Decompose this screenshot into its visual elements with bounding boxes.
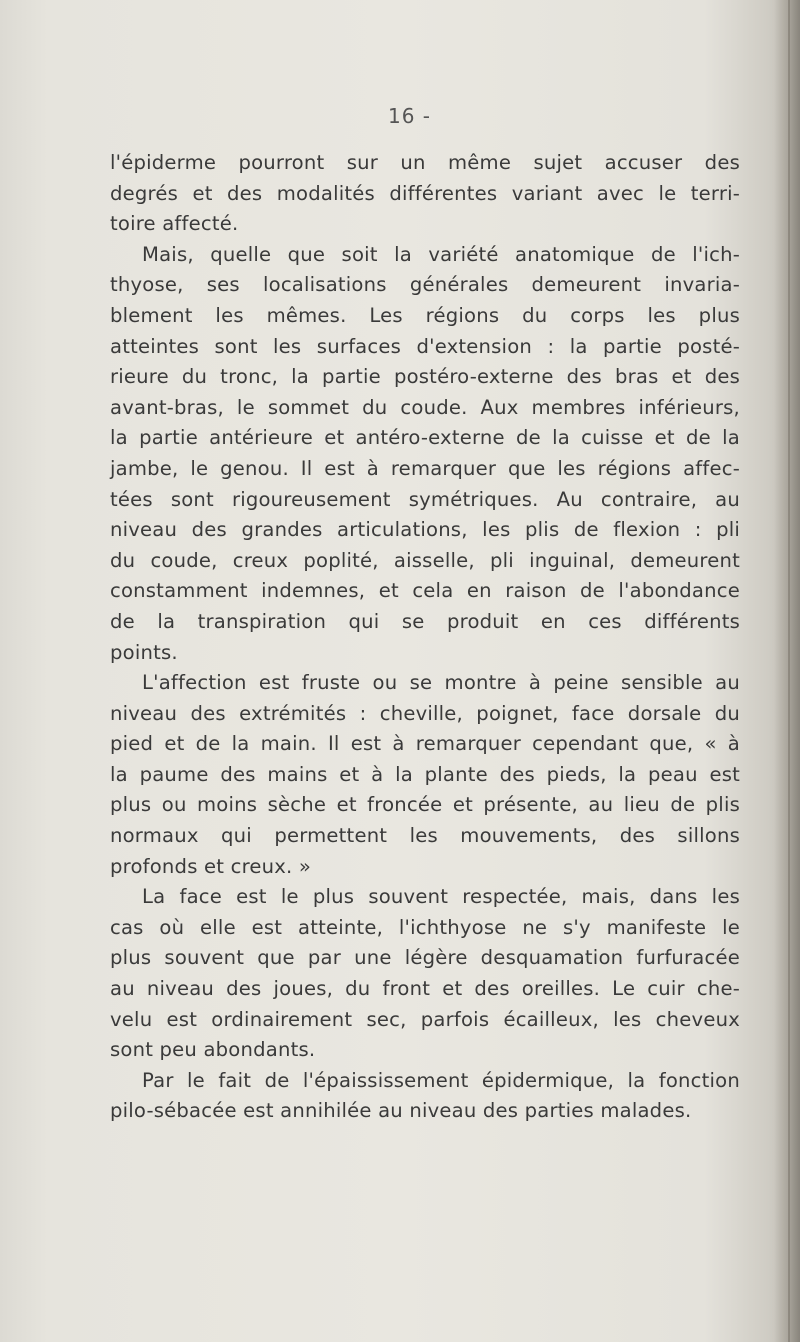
text-line: Par le fait de l'épaississement épidermique, la fonction xyxy=(142,1068,740,1092)
text-line: la paume des mains et à la plante des pieds, la peau est xyxy=(110,762,740,786)
text-line: au niveau des joues, du front et des oreilles. Le cuir che- xyxy=(110,977,740,1001)
body-text xyxy=(110,148,740,1127)
text-line: Mais, quelle que soit la variété anatomique de l'ich- xyxy=(142,242,740,266)
text-line: profonds et creux. » xyxy=(110,854,312,878)
text-line: degrés et des modalités différentes variant avec le terri- xyxy=(110,181,740,205)
page-edge-line xyxy=(788,0,790,1342)
page-edge-shadow xyxy=(774,0,800,1342)
text-line: de la transpiration qui se produit en ces différents xyxy=(110,609,740,633)
text-line: velu est ordinairement sec, parfois écailleux, les cheveux xyxy=(110,1007,740,1031)
text-line: rieure du tronc, la partie postéro-externe des bras et des xyxy=(110,365,740,389)
text-line: points. xyxy=(110,640,178,664)
text-line: jambe, le genou. Il est à remarquer que les régions affec- xyxy=(110,456,740,480)
text-line: constamment indemnes, et cela en raison de l'abondance xyxy=(110,579,740,603)
text-line: plus souvent que par une légère desquamation furfuracée xyxy=(110,946,740,970)
text-line: L'affection est fruste ou se montre à peine sensible au xyxy=(142,671,740,695)
text-line: pied et de la main. Il est à remarquer cependant que, « à xyxy=(110,732,740,756)
text-line: niveau des grandes articulations, les plis de flexion : pli xyxy=(110,518,740,542)
text-line: l'épiderme pourront sur un même sujet accuser des xyxy=(110,151,740,174)
text-line: pilo-sébacée est annihilée au niveau des parties malades. xyxy=(110,1099,692,1123)
text-line: La face est le plus souvent respectée, mais, dans les xyxy=(142,885,740,909)
text-line: plus ou moins sèche et froncée et présente, au lieu de plis xyxy=(110,793,740,817)
text-line: cas où elle est atteinte, l'ichthyose ne s'y manifeste le xyxy=(110,915,740,939)
text-line: la partie antérieure et antéro-externe de la cuisse et de la xyxy=(110,426,740,450)
text-line: niveau des extrémités : cheville, poignet, face dorsale du xyxy=(110,701,740,725)
text-line: du coude, creux poplité, aisselle, pli inguinal, demeurent xyxy=(110,548,740,572)
text-line: blement les mêmes. Les régions du corps les plus xyxy=(110,303,740,327)
text-line: avant-bras, le sommet du coude. Aux membres inférieurs, xyxy=(110,395,740,419)
text-line: toire affecté. xyxy=(110,212,239,236)
text-line: atteintes sont les surfaces d'extension : la partie posté- xyxy=(110,334,740,358)
page-number: 16 - xyxy=(388,104,432,128)
text-line: sont peu abondants. xyxy=(110,1038,316,1062)
text-line: normaux qui permettent les mouvements, des sillons xyxy=(110,824,740,848)
text-line: tées sont rigoureusement symétriques. Au contraire, au xyxy=(110,487,740,511)
text-line: thyose, ses localisations générales demeurent invaria- xyxy=(110,273,740,297)
